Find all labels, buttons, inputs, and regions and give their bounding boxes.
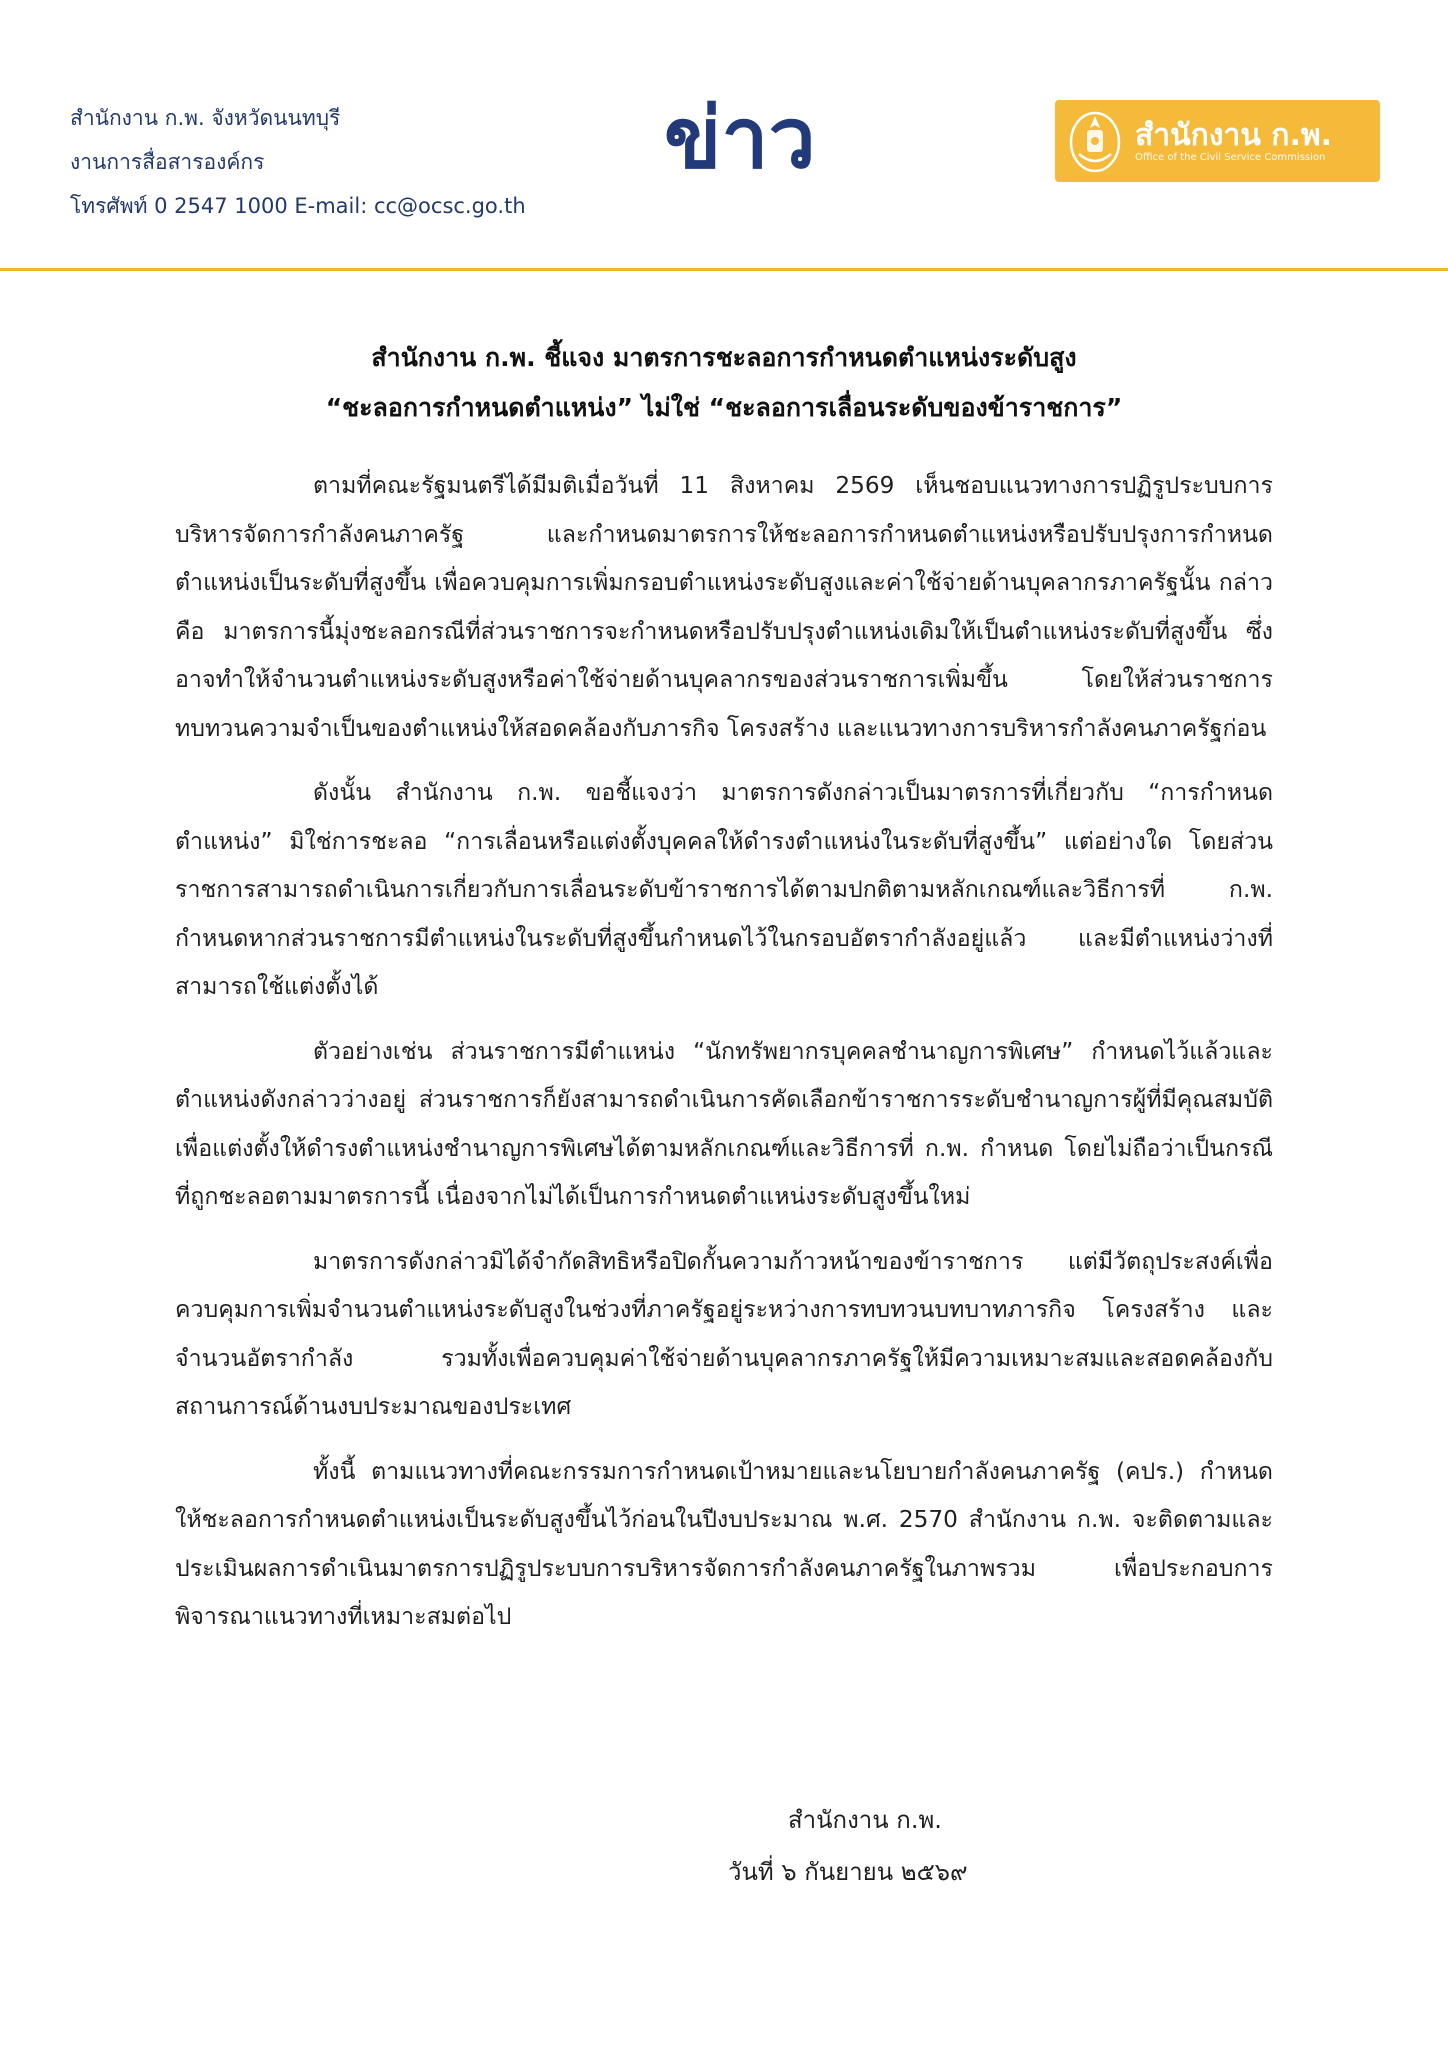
paragraph: มาตรการดังกล่าวมิได้จำกัดสิทธิหรือปิดกั้นความก้าวหน้าของข้าราชการ แต่มีวัตถุประสงค์เพื่อควบคุมการเพิ่มจำนวนตำแหน่งระดับสูงในช่วงที่ภาครัฐอยู่ระหว่างการทบทวนบทบาทภารกิจ โครงสร้าง และจำนวนอัตรากำลัง รวมทั้งเพื่อควบคุมค่าใช้จ่ายด้านบุคลากรภาครัฐให้มีความเหมาะสมและสอดคล้องกับสถานการณ์ด้านงบประมาณของประเทศ bbox=[175, 1247, 1273, 1420]
article-body bbox=[175, 462, 1273, 1658]
document-type-heading: ข่าว bbox=[664, 88, 816, 187]
headline-line-2: “ชะลอการกำหนดตำแหน่ง” ไม่ใช่ “ชะลอการเลื่อนระดับของข้าราชการ” bbox=[325, 393, 1123, 422]
header-divider bbox=[0, 268, 1448, 271]
seal-icon bbox=[1067, 108, 1123, 174]
department-name: งานการสื่อสารองค์กร bbox=[70, 150, 265, 174]
logo-subtitle: Office of the Civil Service Commission bbox=[1135, 151, 1326, 163]
paragraph: ตามที่คณะรัฐมนตรีได้มีมติเมื่อวันที่ 11 สิงหาคม 2569 เห็นชอบแนวทางการปฏิรูประบบการบริหารจัดการกำลังคนภาครัฐ และกำหนดมาตรการให้ชะลอการกำหนดตำแหน่งหรือปรับปรุงการกำหนดตำแหน่งเป็นระดับที่สูงขึ้น เพื่อควบคุมการเพิ่มกรอบตำแหน่งระดับสูงและค่าใช้จ่ายด้านบุคลากรภาครัฐนั้น กล่าวคือ มาตรการนี้มุ่งชะลอกรณีที่ส่วนราชการจะกำหนดหรือปรับปรุงตำแหน่งเดิมให้เป็นตำแหน่งระดับที่สูงขึ้น ซึ่งอาจทำให้จำนวนตำแหน่งระดับสูงหรือค่าใช้จ่ายด้านบุคลากรของส่วนราชการเพิ่มขึ้น โดยให้ส่วนราชการทบทวนความจำเป็นของตำแหน่งให้สอดคล้องกับภารกิจ โครงสร้าง และแนวทางการบริหารกำลังคนภาครัฐก่อน bbox=[175, 472, 1273, 742]
letterhead bbox=[0, 0, 1448, 272]
contact-info: โทรศัพท์ 0 2547 1000 E-mail: cc@ocsc.go.th bbox=[70, 194, 526, 218]
signature-org: สำนักงาน ก.พ. bbox=[788, 1806, 942, 1834]
signature-date: วันที่ ๖ กันยายน ๒๕๖๙ bbox=[728, 1858, 968, 1886]
contact-block bbox=[70, 96, 526, 228]
paragraph: ทั้งนี้ ตามแนวทางที่คณะกรรมการกำหนดเป้าหมายและนโยบายกำลังคนภาครัฐ (คปร.) กำหนด ให้ชะลอการกำหนดตำแหน่งเป็นระดับสูงขึ้นไว้ก่อนในปีงบประมาณ พ.ศ. 2570 สำนักงาน ก.พ. จะติดตามและประเมินผลการดำเนินมาตรการปฏิรูประบบการบริหารจัดการกำลังคนภาครัฐในภาพรวม เพื่อประกอบการพิจารณาแนวทางที่เหมาะสมต่อไป bbox=[175, 1457, 1273, 1630]
headline-line-1: สำนักงาน ก.พ. ชี้แจง มาตรการชะลอการกำหนดตำแหน่งระดับสูง bbox=[371, 343, 1077, 372]
paragraph: ตัวอย่างเช่น ส่วนราชการมีตำแหน่ง “นักทรัพยากรบุคคลชำนาญการพิเศษ” กำหนดไว้แล้วและตำแหน่งดังกล่าวว่างอยู่ ส่วนราชการก็ยังสามารถดำเนินการคัดเลือกข้าราชการระดับชำนาญการผู้ที่มีคุณสมบัติเพื่อแต่งตั้งให้ดำรงตำแหน่งชำนาญการพิเศษได้ตามหลักเกณฑ์และวิธีการที่ ก.พ. กำหนด โดยไม่ถือว่าเป็นกรณีที่ถูกชะลอตามมาตรการนี้ เนื่องจากไม่ได้เป็นการกำหนดตำแหน่งระดับสูงขึ้นใหม่ bbox=[175, 1037, 1273, 1210]
office-name: สำนักงาน ก.พ. จังหวัดนนทบุรี bbox=[70, 106, 341, 130]
logo-name: สำนักงาน ก.พ. bbox=[1135, 117, 1333, 153]
ocsc-logo bbox=[1055, 100, 1380, 182]
paragraph: ดังนั้น สำนักงาน ก.พ. ขอชี้แจงว่า มาตรการดังกล่าวเป็นมาตรการที่เกี่ยวกับ “การกำหนดตำแหน่ง” มิใช่การชะลอ “การเลื่อนหรือแต่งตั้งบุคคลให้ดำรงตำแหน่งในระดับที่สูงขึ้น” แต่อย่างใด โดยส่วนราชการสามารถดำเนินการเกี่ยวกับการเลื่อนระดับข้าราชการได้ตามปกติตามหลักเกณฑ์และวิธีการที่ ก.พ. กำหนดหากส่วนราชการมีตำแหน่งในระดับที่สูงขึ้นกำหนดไว้ในกรอบอัตรากำลังอยู่แล้ว และมีตำแหน่งว่างที่สามารถใช้แต่งตั้งได้ bbox=[175, 779, 1273, 1000]
